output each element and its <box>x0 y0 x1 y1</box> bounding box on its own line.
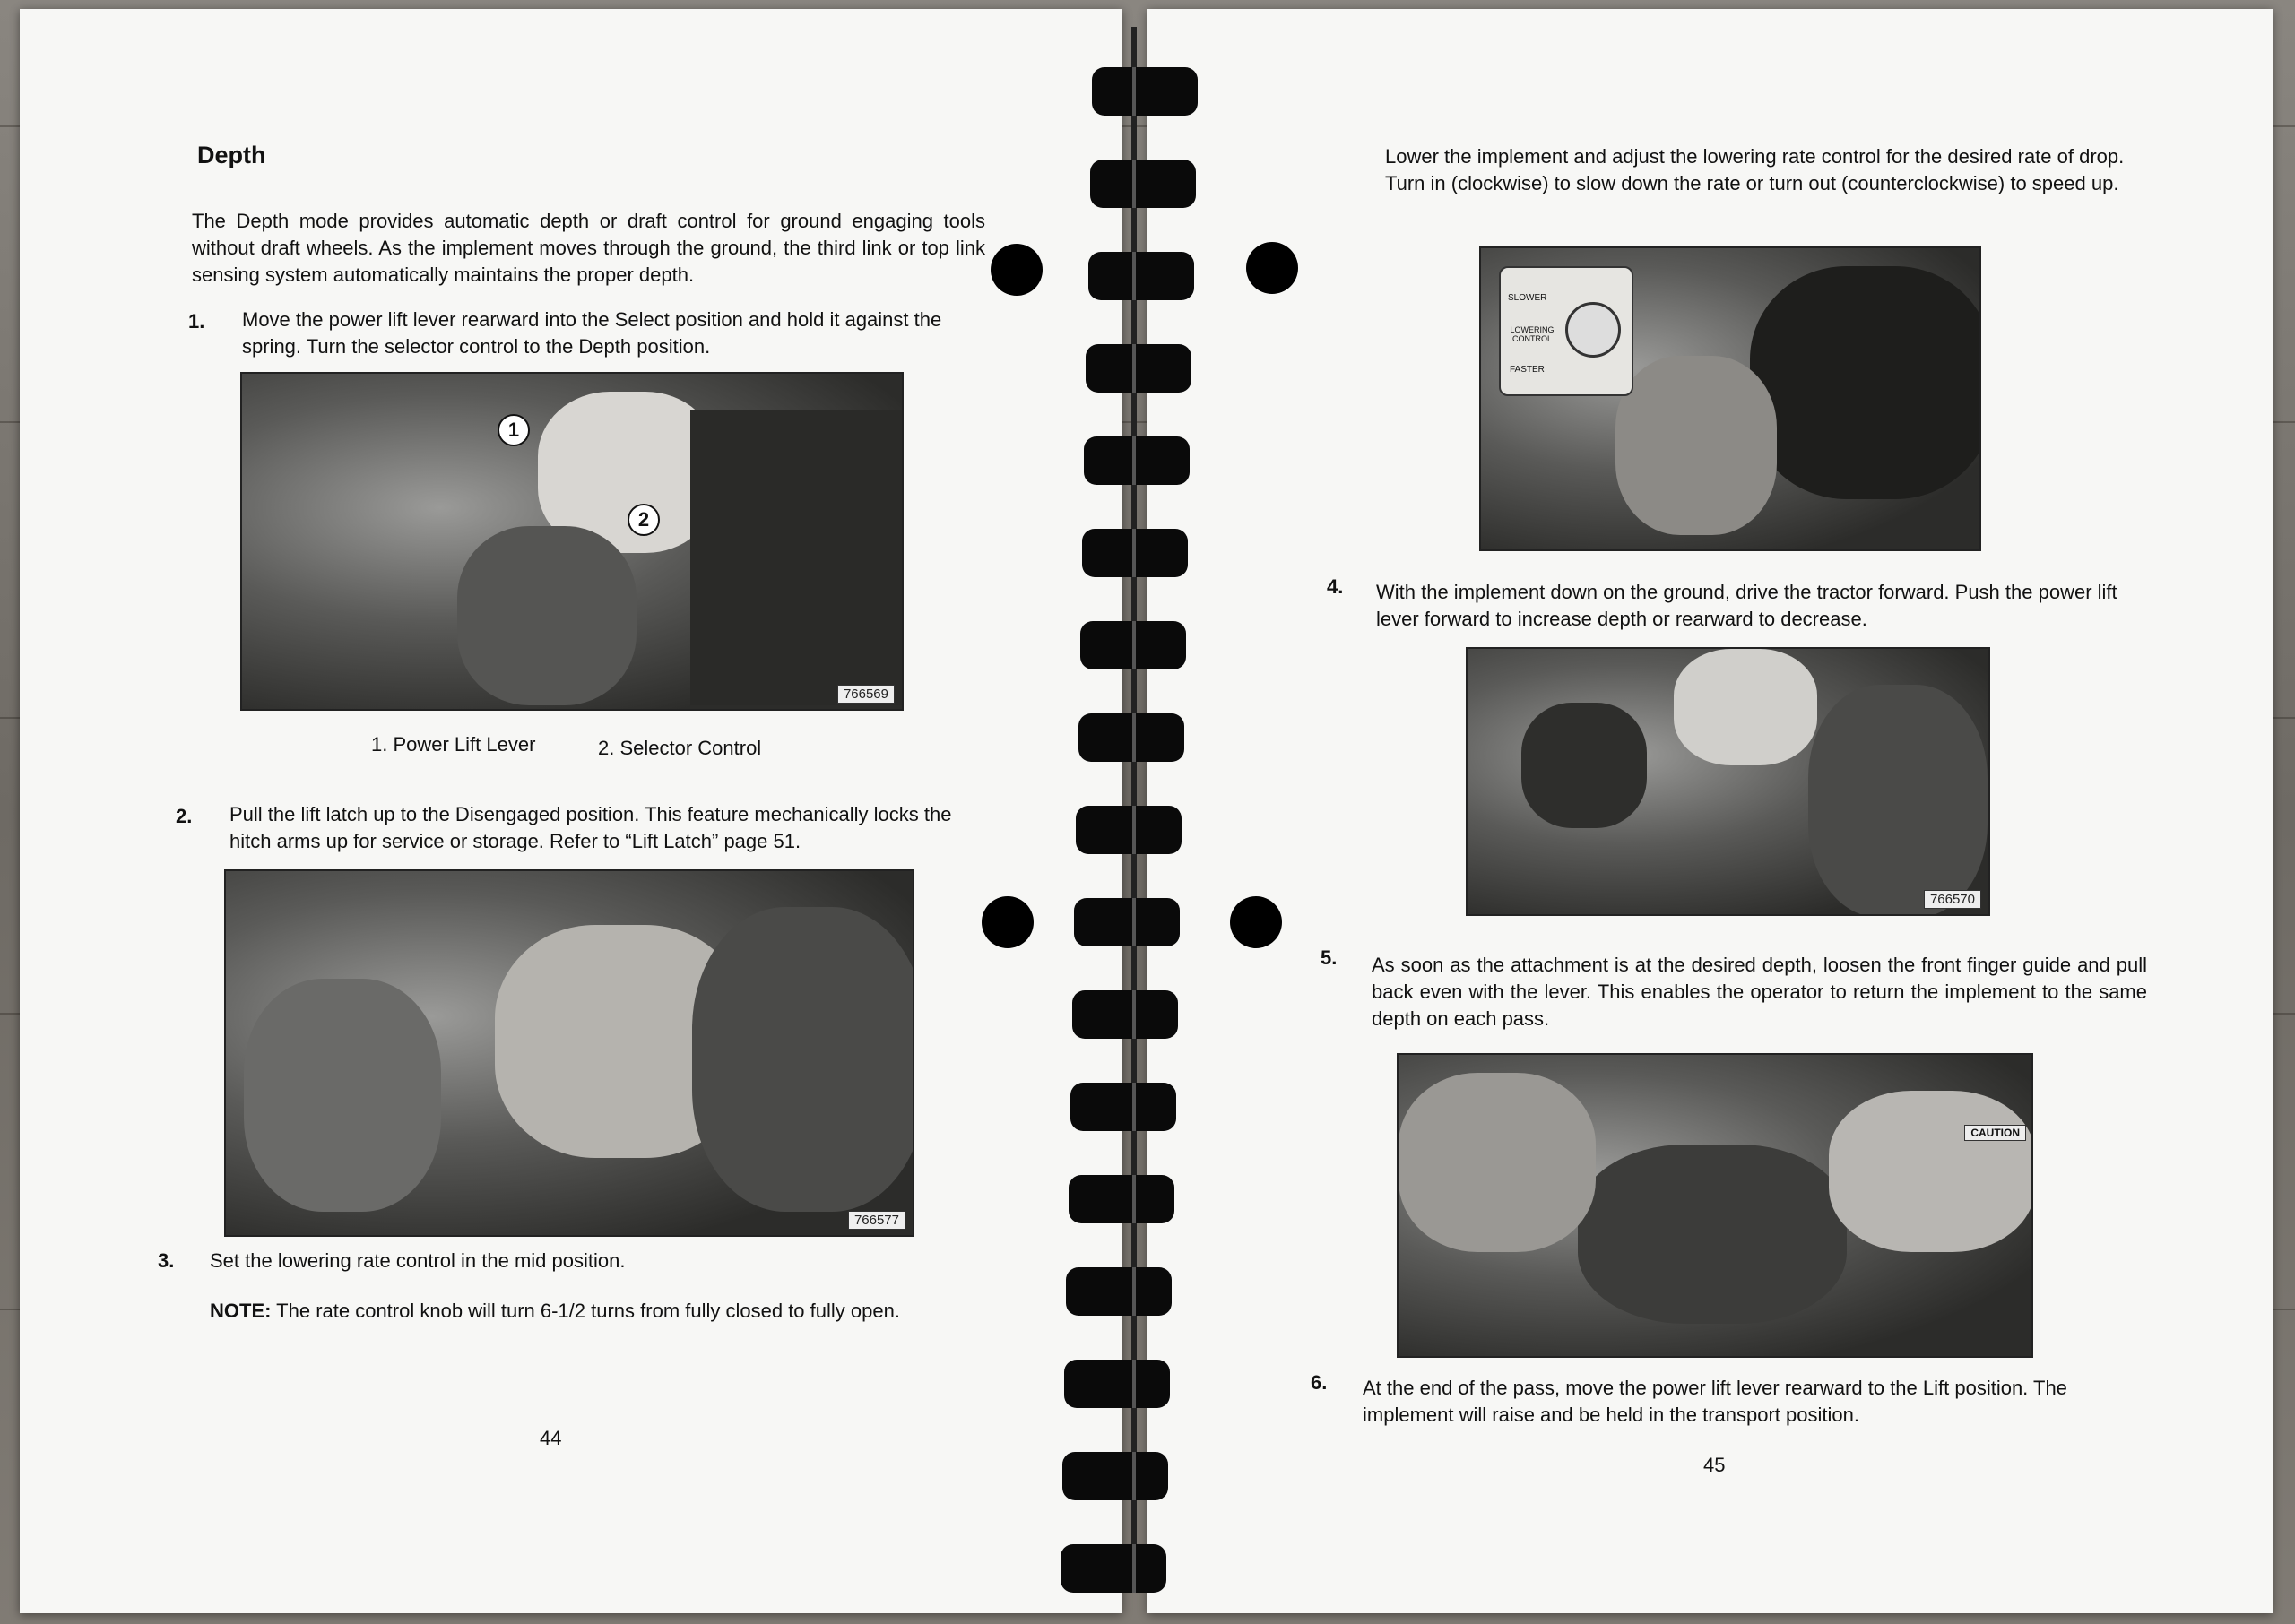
dial-panel <box>1499 266 1633 396</box>
step-number: 6. <box>1311 1371 1328 1394</box>
punch-hole <box>1246 242 1298 294</box>
callout-2: 2 <box>628 504 660 536</box>
binding-coil <box>1092 67 1198 116</box>
page-number: 45 <box>1703 1454 1726 1476</box>
step-number: 1. <box>188 310 205 333</box>
punch-hole <box>991 244 1043 296</box>
binding-coil <box>1064 1360 1170 1408</box>
step-text: With the implement down on the ground, drive the tractor forward. Push the power lift lever forward to increase depth or rearward to decrease. <box>1376 581 2117 630</box>
step-number: 3. <box>158 1249 175 1272</box>
dial-label-control: LOWERING CONTROL <box>1510 325 1555 343</box>
photo-code: 766570 <box>1924 890 1981 909</box>
page-number: 44 <box>540 1427 562 1449</box>
binding-coil <box>1084 436 1190 485</box>
binding-coil <box>1069 1175 1174 1223</box>
punch-hole <box>982 896 1034 948</box>
photo-code: 766577 <box>848 1211 905 1230</box>
binding-coil <box>1076 806 1182 854</box>
punch-hole <box>1230 896 1282 948</box>
right-page <box>1148 9 2273 1613</box>
step-text: Set the lowering rate control in the mid position. <box>210 1249 626 1272</box>
caution-label: CAUTION <box>1964 1125 2026 1141</box>
photo-drive-forward <box>1466 647 1990 916</box>
dial-label-slower: SLOWER <box>1508 293 1547 303</box>
step-number: 2. <box>176 805 193 827</box>
binding-coil <box>1086 344 1191 393</box>
intro-paragraph: Lower the implement and adjust the lowering rate control for the desired rate of drop. Turn in (clockwise) to slow down the rate or turn out (counterclockwise) to speed up. <box>1385 145 2125 194</box>
left-page <box>20 9 1122 1613</box>
binding-coil <box>1070 1083 1176 1131</box>
dial-knob <box>1565 302 1621 358</box>
binding-coil <box>1078 713 1184 762</box>
intro-paragraph: The Depth mode provides automatic depth or draft control for ground engaging tools without draft wheels. As the implement moves through the ground, the third link or top link sensing system automatically maintains the proper depth. <box>192 210 985 286</box>
note-text: The rate control knob will turn 6-1/2 turns from fully closed to fully open. <box>276 1300 900 1322</box>
binding-coil <box>1072 990 1178 1039</box>
binding-coil <box>1088 252 1194 300</box>
dial-label-faster: FASTER <box>1510 365 1545 375</box>
step-text: Pull the lift latch up to the Disengaged position. This feature mechanically locks the hitch arms up for service or storage. Refer to “Lift Latch” page 51. <box>230 803 952 852</box>
note-label: NOTE: <box>210 1300 272 1322</box>
photo-power-lift-lever <box>240 372 904 711</box>
photo-code: 766569 <box>837 685 895 704</box>
binding-coil <box>1062 1452 1168 1500</box>
section-heading: Depth <box>197 142 266 168</box>
caption-selector-control: 2. Selector Control <box>598 737 762 759</box>
note-paragraph <box>210 1298 963 1325</box>
binding-coil <box>1074 898 1180 946</box>
photo-finger-guide <box>1397 1053 2033 1358</box>
step-text: Move the power lift lever rearward into the Select position and hold it against the spring. Turn the selector control to the Depth position. <box>242 308 942 358</box>
binding-coil <box>1082 529 1188 577</box>
binding-coil <box>1080 621 1186 669</box>
binding-coil <box>1066 1267 1172 1316</box>
step-text: As soon as the attachment is at the desired depth, loosen the front finger guide and pull back even with the lever. This enables the operator to return the implement to the same depth on each pass. <box>1372 954 2147 1030</box>
photo-lowering-control <box>1479 246 1981 551</box>
step-number: 5. <box>1321 946 1338 969</box>
binding-coil <box>1090 160 1196 208</box>
caption-power-lift-lever: 1. Power Lift Lever <box>371 733 536 756</box>
step-text: At the end of the pass, move the power lift lever rearward to the Lift position. The implement will raise and be held in the transport position. <box>1363 1377 2067 1426</box>
binding-coil <box>1061 1544 1166 1593</box>
callout-1: 1 <box>498 414 530 446</box>
step-number: 4. <box>1327 575 1344 598</box>
photo-lift-latch <box>224 869 914 1237</box>
